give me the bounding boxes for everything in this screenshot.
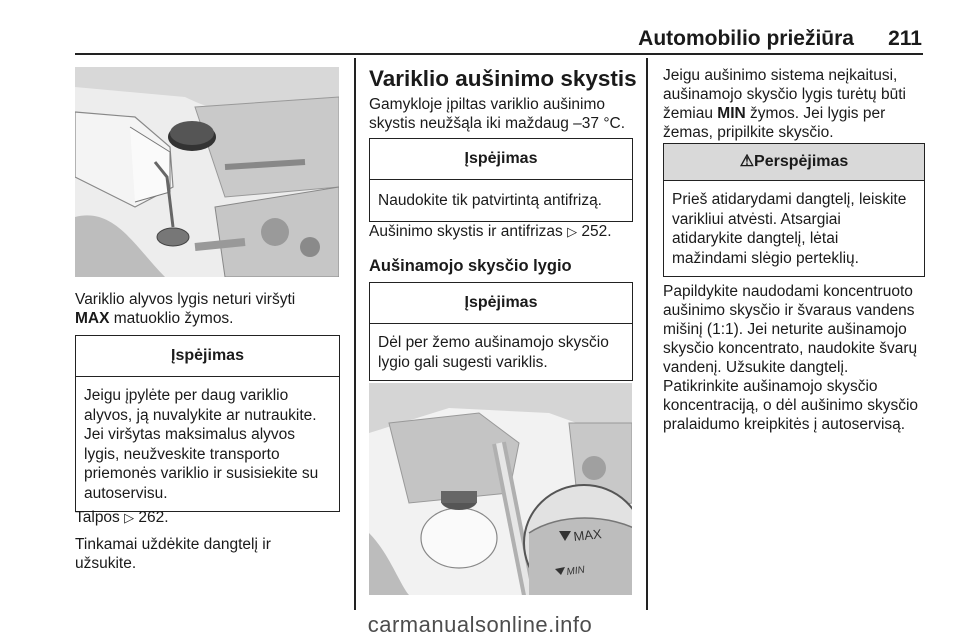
- para2-line: aušinimo skysčio ir švaraus vandens: [663, 302, 915, 319]
- caution-title: Perspėjimas: [754, 153, 849, 170]
- right-column: [663, 66, 928, 142]
- coolant-intro-line1: Gamykloje įpiltas variklio aušinimo: [369, 96, 606, 113]
- oil-warning-box: [75, 335, 340, 512]
- para2-line: koncentraciją, o dėl aušinimo skysčio: [663, 397, 919, 414]
- warning-title: Įspėjimas: [370, 283, 632, 324]
- para2-line: Patikrinkite aušinamojo skysčio: [663, 378, 878, 395]
- para2-line: pralaidumo kreipkitės į autoservisą.: [663, 416, 906, 433]
- caution-box: [663, 143, 925, 277]
- para1-line3-start: žemiau: [663, 105, 718, 122]
- page-number: 211: [888, 27, 922, 50]
- oil-caption-line2: [75, 309, 339, 328]
- warning-title: Įspėjimas: [76, 336, 339, 377]
- warning-line: alyvos, ją nuvalykite ar nutraukite.: [84, 406, 317, 424]
- caution-line: atidarykite dangtelį, lėtai: [672, 230, 839, 247]
- caution-line: mažindami slėgio perteklių.: [672, 249, 859, 267]
- caution-line: varikliui atvėsti. Atsargiai: [672, 210, 841, 228]
- warning-body: [370, 324, 632, 380]
- middle-column: [369, 66, 639, 133]
- para1-line3-end: žymos. Jei lygis per: [745, 105, 886, 122]
- reference-page: 252.: [577, 223, 612, 240]
- page-header: [0, 0, 960, 56]
- para2-line: vandenį. Užsukite dangtelį.: [663, 359, 849, 376]
- reference-text: Talpos: [75, 509, 120, 526]
- engine-oil-fill-illustration: [75, 67, 339, 277]
- warning-line: priemonės variklio ir susisiekite su: [84, 465, 319, 482]
- warning-line: Dėl per žemo aušinamojo skysčio: [378, 334, 609, 351]
- warning-line: lygis, neužveskite transporto: [84, 445, 280, 463]
- capacities-reference: [75, 508, 339, 527]
- warning-title: Įspėjimas: [370, 139, 632, 180]
- coolant-level-warning-box: [369, 282, 633, 381]
- coolant-reservoir-illustration: [369, 383, 632, 600]
- oil-caption-line1: Variklio alyvos lygis neturi viršyti: [75, 291, 296, 308]
- para1-line1: Jeigu aušinimo sistema neįkaitusi,: [663, 67, 898, 84]
- reference-arrow-icon: ▷: [124, 510, 135, 525]
- min-mark-label: MIN: [565, 564, 586, 578]
- para1-line4: žemas, pripilkite skysčio.: [663, 124, 834, 141]
- oil-caption-rest: matuoklio žymos.: [109, 310, 234, 327]
- warning-line: autoservisu.: [84, 484, 168, 502]
- reference-text: Aušinimo skystis ir antifrizas: [369, 223, 563, 240]
- para2-line: skysčio koncentrato, naudokite švarų: [663, 340, 918, 357]
- para2-line: Papildykite naudodami koncentruoto: [663, 283, 913, 300]
- para1-line2: aušinamojo skysčio lygis turėtų būti: [663, 86, 906, 103]
- column-divider-right: [646, 58, 648, 610]
- middle-column-reference: [369, 222, 639, 276]
- para2-line: mišinį (1:1). Jei neturite aušinamojo: [663, 321, 907, 338]
- closing-line2: užsukite.: [75, 555, 137, 572]
- coolant-warning-box: [369, 138, 633, 222]
- header-rule: [75, 53, 923, 55]
- closing-line1: Tinkamai uždėkite dangtelį ir: [75, 536, 271, 553]
- antifreeze-reference: [369, 222, 639, 241]
- left-column-bottom: [75, 508, 339, 573]
- warning-body: [76, 377, 339, 511]
- watermark: carmanualsonline.info: [367, 612, 593, 637]
- max-label: MAX: [75, 310, 110, 327]
- column-divider-left: [354, 58, 356, 610]
- coolant-level-subheading: Aušinamojo skysčio lygio: [369, 257, 572, 275]
- caution-line: Prieš atidarydami dangtelį, leiskite: [672, 191, 907, 208]
- warning-line: Jei viršytas maksimalus alyvos: [84, 426, 296, 443]
- caution-body: [664, 181, 924, 276]
- right-column-bottom: [663, 282, 933, 434]
- reference-arrow-icon: ▷: [567, 224, 578, 239]
- section-title: Automobilio priežiūra: [638, 27, 854, 50]
- warning-line: Jeigu įpylėte per daug variklio: [84, 387, 289, 404]
- coolant-intro-line2: skystis neužšąla iki maždaug –37 °C.: [369, 115, 626, 132]
- caution-triangle-icon: ⚠: [739, 153, 755, 170]
- para1-line3: [663, 104, 928, 123]
- left-column: [75, 290, 339, 328]
- coolant-heading: Variklio aušinimo skystis: [369, 66, 637, 91]
- min-label: MIN: [717, 105, 746, 122]
- warning-text: Naudokite tik patvirtintą antifrizą.: [378, 192, 602, 209]
- max-mark-label: MAX: [572, 526, 603, 544]
- caution-title-bar: [664, 144, 924, 181]
- reference-page: 262.: [134, 509, 169, 526]
- warning-line: lygio gali sugesti variklis.: [378, 353, 548, 371]
